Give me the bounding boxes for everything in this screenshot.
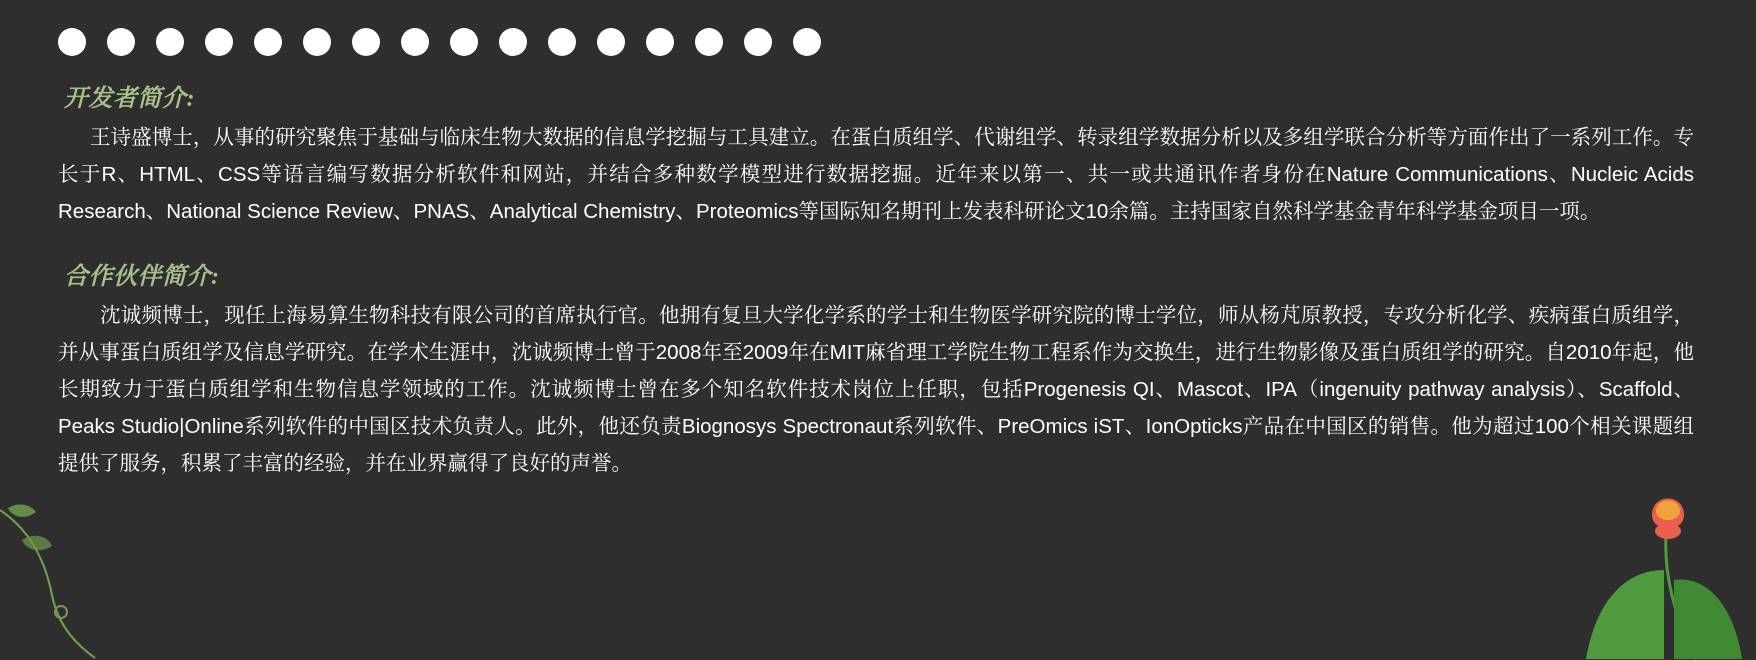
dot-icon	[254, 28, 282, 56]
dot-icon	[548, 28, 576, 56]
decorative-dot-row	[58, 28, 821, 56]
flower-decoration-icon	[1556, 475, 1756, 660]
dot-icon	[303, 28, 331, 56]
dot-icon	[450, 28, 478, 56]
partner-intro-paragraph: 沈诚频博士，现任上海易算生物科技有限公司的首席执行官。他拥有复旦大学化学系的学士和生物医学研究院的博士学位，师从杨芃原教授，专攻分析化学、疾病蛋白质组学，并从事蛋白质组学及信息学研究。在学术生涯中，沈诚频博士曾于2008年至2009年在MIT麻省理工学院生物工程系作为交换生，进行生物影像及蛋白质组学的研究。自2010年起，他长期致力于蛋白质组学和生物信息学领域的工作。沈诚频博士曾在多个知名软件技术岗位上任职，包括Progenesis QI、Mascot、IPA（ingenuity pathway analysis）、Scaffold、Peaks Studio|Online系列软件的中国区技术负责人。此外，他还负责Biognosys Spectronaut系列软件、PreOmics iST、IonOpticks产品在中国区的销售。他为超过100个相关课题组提供了服务，积累了丰富的经验，并在业界赢得了良好的声誉。	[58, 304, 1694, 475]
developer-intro-heading: 开发者简介:	[64, 86, 195, 112]
dot-icon	[793, 28, 821, 56]
dot-icon	[58, 28, 86, 56]
dot-icon	[744, 28, 772, 56]
developer-intro-paragraph: 王诗盛博士，从事的研究聚焦于基础与临床生物大数据的信息学挖掘与工具建立。在蛋白质组学、代谢组学、转录组学数据分析以及多组学联合分析等方面作出了一系列工作。专长于R、HTML、CSS等语言编写数据分析软件和网站，并结合多种数学模型进行数据挖掘。近年来以第一、共一或共通讯作者身份在Nature Communications、Nucleic Acids Research、National Science Review、PNAS、Analytical Chemistry、Proteomics等国际知名期刊上发表科研论文10余篇。主持国家自然科学基金青年科学基金项目一项。	[58, 126, 1694, 223]
dot-icon	[107, 28, 135, 56]
dot-icon	[156, 28, 184, 56]
dot-icon	[597, 28, 625, 56]
dot-icon	[646, 28, 674, 56]
dot-icon	[205, 28, 233, 56]
dot-icon	[352, 28, 380, 56]
vine-decoration-icon	[0, 500, 130, 660]
dot-icon	[695, 28, 723, 56]
dot-icon	[401, 28, 429, 56]
slide-content	[58, 78, 1698, 482]
partner-intro-heading: 合作伙伴简介:	[64, 264, 220, 290]
dot-icon	[499, 28, 527, 56]
